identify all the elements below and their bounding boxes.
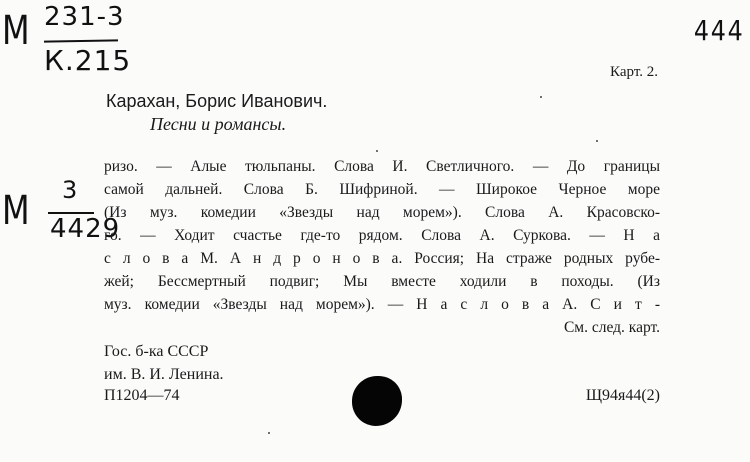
card-label: Карт. 2. [610,64,658,80]
body-line: жей; Бессмертный подвиг; Мы вместе ходили в походы. (Из [104,273,660,290]
speck [268,432,270,434]
handwritten-side-mark: М [2,188,31,234]
library-subname: им. В. И. Ленина. [104,366,224,383]
library-number: П1204—74 [104,387,180,404]
library-name: Гос. б-ка СССР [104,343,209,360]
handwritten-fraction-line [44,39,118,42]
speck [596,140,598,142]
body-line: самой дальней. Слова Б. Шифриной. — Широкое Черное море [104,181,660,198]
catalog-code: Щ94я44(2) [585,387,660,404]
speck [540,96,542,98]
handwritten-shelf-number: 231-3 [44,2,125,32]
ink-blot [352,376,402,426]
body-line: го. — Ходит счастье где-то рядом. Слова А. Суркова. — Н а [104,227,660,244]
speck [376,150,378,152]
author-heading: Карахан, Борис Иванович. [106,91,328,111]
continuation-note: См. след. карт. [563,319,660,336]
body-line: ризо. — Алые тюльпаны. Слова И. Светличного. — До границы [104,158,660,175]
body-line: с л о в а М. А н д р о н о в а. Россия; На страже родных рубе- [104,250,660,267]
body-line: (Из муз. комедии «Звезды над морем»). Слова А. Красовско- [104,204,660,221]
handwritten-shelf-code: К.215 [44,44,132,77]
work-title: Песни и романсы. [150,114,287,134]
handwritten-top-mark: М [2,8,31,54]
body-line: муз. комедии «Звезды над морем»). — Н а с л о в а А. С и т - [104,296,660,313]
handwritten-side-code: 4429 [50,214,121,244]
handwritten-side-number: 3 [62,176,79,204]
handwritten-corner-number: 444 [693,14,744,47]
